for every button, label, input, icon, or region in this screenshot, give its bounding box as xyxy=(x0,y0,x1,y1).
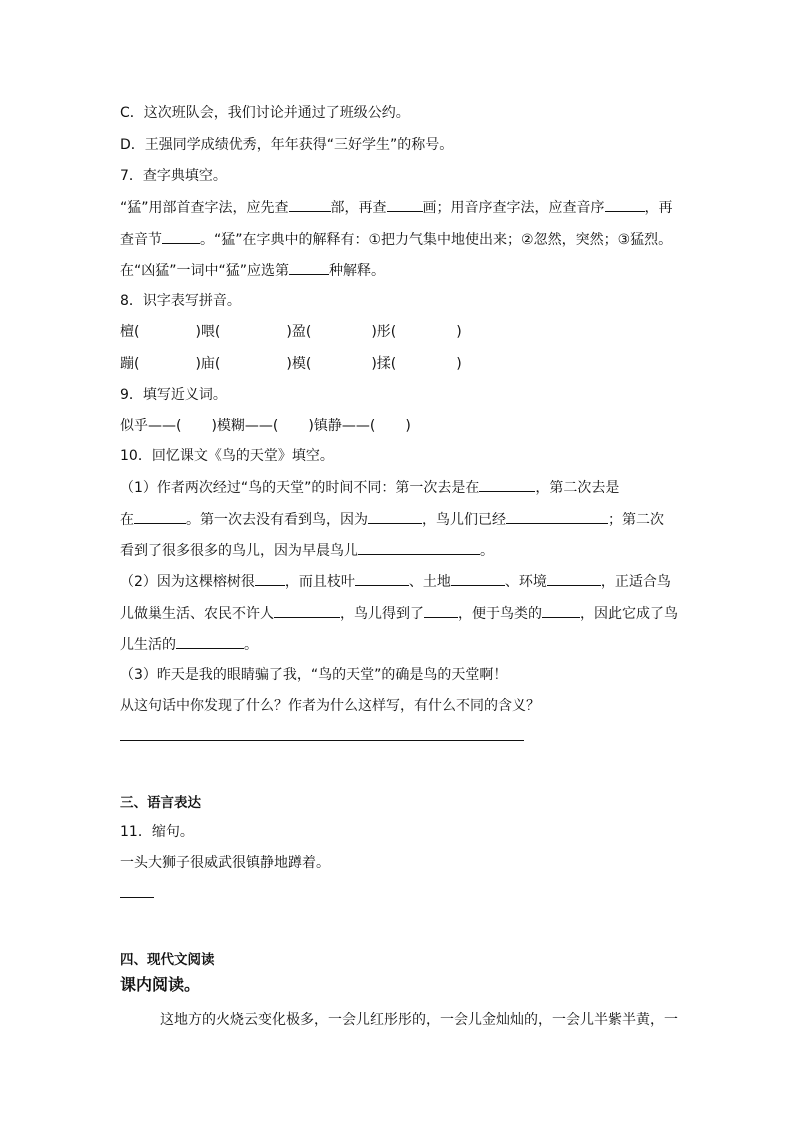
question-8-row-2 xyxy=(120,354,462,374)
answer-line-short[interactable] xyxy=(120,897,154,898)
fill-blank[interactable] xyxy=(451,571,505,586)
fill-blank[interactable] xyxy=(176,634,244,649)
option-d: D．王强同学成绩优秀，年年获得“三好学生”的称号。 xyxy=(120,137,454,153)
question-8-row-1 xyxy=(120,322,462,342)
answer-line[interactable] xyxy=(120,740,524,741)
char-item: )庙( xyxy=(195,356,221,372)
text: “猛”用部首查字法，应先查 xyxy=(120,200,289,216)
question-7-title: 7．查字典填空。 xyxy=(120,168,227,184)
fill-blank[interactable] xyxy=(289,260,329,275)
question-10-1-line-2 xyxy=(120,509,664,530)
text: ，再 xyxy=(644,200,673,216)
text: ，而且枝叶 xyxy=(284,574,355,590)
char-item: )喂( xyxy=(195,324,221,340)
text: （2）因为这棵榕树很 xyxy=(120,574,255,590)
text: 儿做巢生活、农民不许人 xyxy=(120,606,274,622)
text: 。 xyxy=(480,543,494,559)
text: ，第二次去是 xyxy=(535,480,620,496)
char-item: 蹦( xyxy=(120,356,140,372)
question-11-text: 一头大狮子很威武很镇静地蹲着。 xyxy=(120,855,330,871)
question-7-line-3 xyxy=(120,260,385,281)
question-10-2-line-1 xyxy=(120,571,671,592)
text: 。 xyxy=(244,637,258,653)
text: 。“猛”在字典中的解释有：①把力气集中地使出来；②忽然，突然；③猛烈。 xyxy=(200,232,673,248)
question-9-title: 9．填写近义词。 xyxy=(120,387,227,403)
synonym-item: ) xyxy=(405,418,411,434)
section-4-subheading: 课内阅读。 xyxy=(120,975,201,994)
char-item: ) xyxy=(456,356,462,372)
text: ，鸟儿得到了 xyxy=(340,606,424,622)
text: 儿生活的 xyxy=(120,637,176,653)
text: ，鸟儿们已经 xyxy=(422,512,506,528)
section-3-heading: 三、语言表达 xyxy=(120,795,201,811)
question-10-2-line-3 xyxy=(120,634,258,655)
fill-blank[interactable] xyxy=(547,571,601,586)
question-10-1-line-1 xyxy=(120,477,619,498)
fill-blank[interactable] xyxy=(162,229,200,244)
fill-blank[interactable] xyxy=(289,197,331,212)
text: 、环境 xyxy=(504,574,547,590)
synonym-item: )镇静——( xyxy=(308,418,376,434)
char-item: )揉( xyxy=(371,356,397,372)
text: 、土地 xyxy=(408,574,451,590)
question-10-1-line-3 xyxy=(120,540,494,561)
text: ，便于鸟类的 xyxy=(458,606,542,622)
char-item: 檀( xyxy=(120,324,140,340)
fill-blank[interactable] xyxy=(134,509,186,524)
question-10-3-line-2: 从这句话中你发现了什么？作者为什么这样写，有什么不同的含义？ xyxy=(120,698,540,714)
fill-blank[interactable] xyxy=(355,571,409,586)
reading-passage: 这地方的火烧云变化极多，一会儿红彤彤的，一会儿金灿灿的，一会儿半紫半黄，一 xyxy=(160,1012,678,1028)
text: ，因此它成了鸟 xyxy=(580,606,678,622)
char-item: )彤( xyxy=(371,324,397,340)
char-item: )盈( xyxy=(286,324,312,340)
text: 部，再查 xyxy=(330,200,387,216)
text: 查音节 xyxy=(120,232,162,248)
question-8-title: 8．识字表写拼音。 xyxy=(120,293,241,309)
fill-blank[interactable] xyxy=(479,477,535,492)
fill-blank[interactable] xyxy=(387,197,423,212)
fill-blank[interactable] xyxy=(424,603,458,618)
fill-blank[interactable] xyxy=(274,603,340,618)
char-item: ) xyxy=(456,324,462,340)
text: 种解释。 xyxy=(329,263,386,279)
fill-blank[interactable] xyxy=(368,509,422,524)
section-4-heading: 四、现代文阅读 xyxy=(120,952,215,968)
question-7-line-2 xyxy=(120,229,672,250)
question-10-3-line-1: （3）昨天是我的眼睛骗了我，“鸟的天堂”的确是鸟的天堂啊！ xyxy=(120,667,508,683)
fill-blank[interactable] xyxy=(605,197,645,212)
question-10-title: 10．回忆课文《鸟的天堂》填空。 xyxy=(120,448,334,464)
text: 画；用音序查字法，应查音序 xyxy=(422,200,605,216)
fill-blank[interactable] xyxy=(542,603,580,618)
fill-blank[interactable] xyxy=(255,571,285,586)
text: （1）作者两次经过“鸟的天堂”的时间不同：第一次去是在 xyxy=(120,480,480,496)
text: ，正适合鸟 xyxy=(600,574,671,590)
text: 看到了很多很多的鸟儿，因为早晨鸟儿 xyxy=(120,543,358,559)
text: 。第一次去没有看到鸟，因为 xyxy=(186,512,368,528)
fill-blank[interactable] xyxy=(506,509,608,524)
question-7-line-1 xyxy=(120,197,673,218)
text: 在“凶猛”一词中“猛”应选第 xyxy=(120,263,290,279)
question-10-2-line-2 xyxy=(120,603,678,624)
question-11-title: 11．缩句。 xyxy=(120,824,194,840)
synonym-item: 似乎——( xyxy=(120,418,182,434)
text: 在 xyxy=(120,512,134,528)
question-9-items xyxy=(120,416,411,436)
fill-blank[interactable] xyxy=(358,540,480,555)
synonym-item: )模糊——( xyxy=(211,418,279,434)
text: ；第二次 xyxy=(608,512,664,528)
option-c: C．这次班队会，我们讨论并通过了班级公约。 xyxy=(120,105,410,121)
char-item: )模( xyxy=(286,356,312,372)
